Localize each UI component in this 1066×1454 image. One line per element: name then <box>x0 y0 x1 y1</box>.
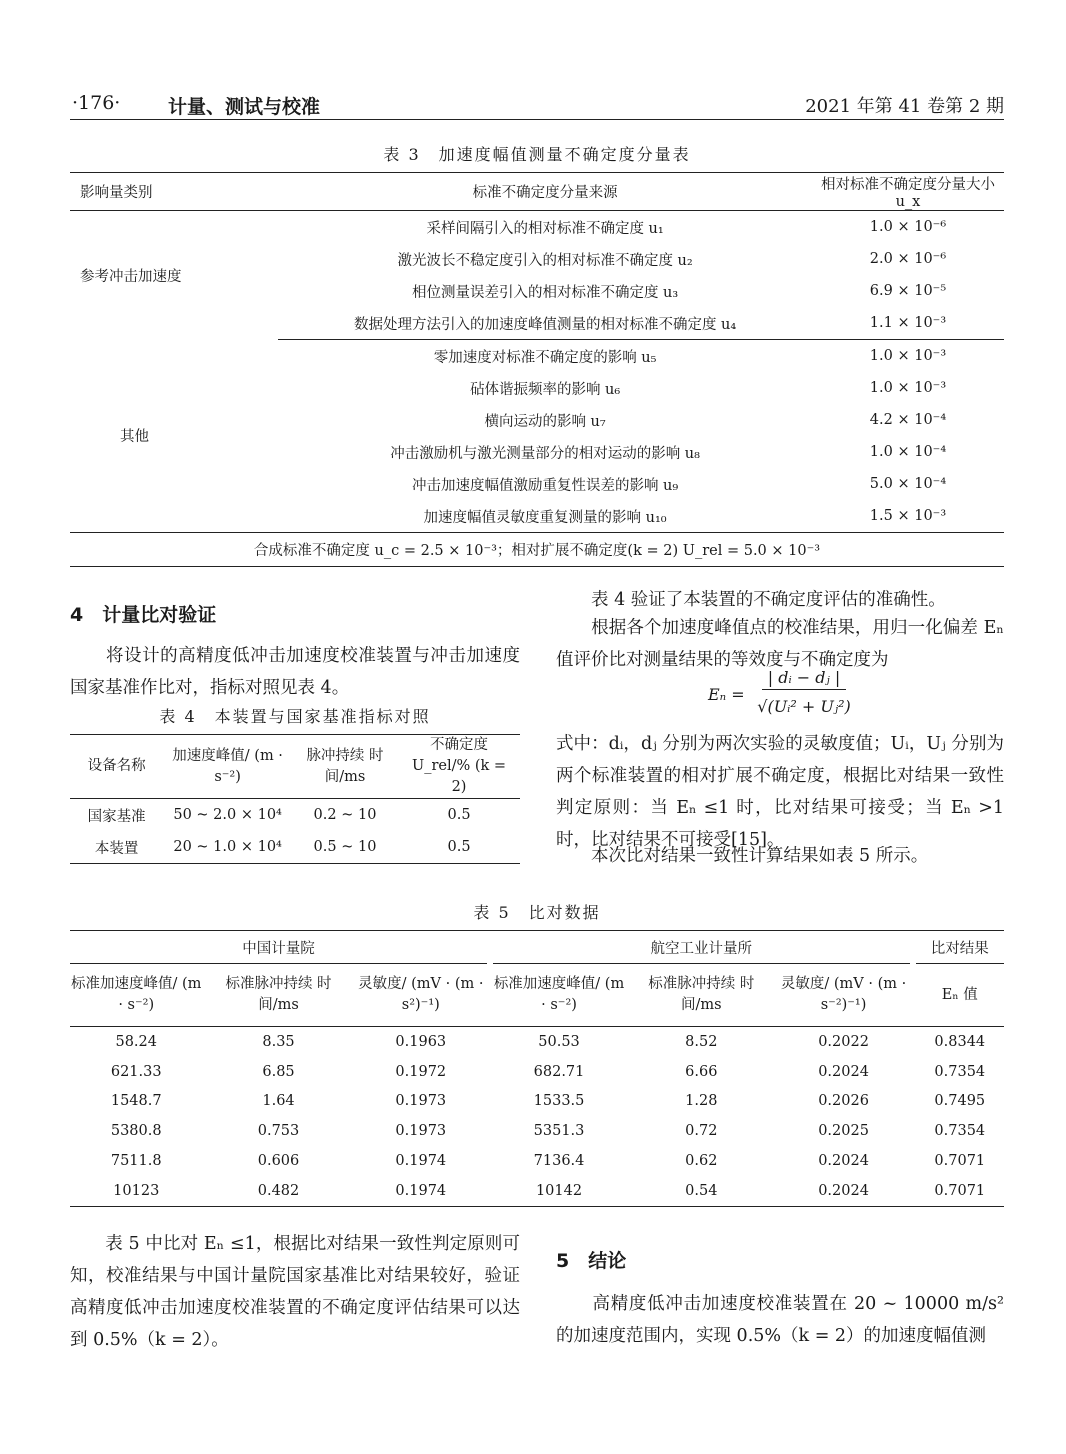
table3-source: 冲击激励机与激光测量部分的相对运动的影响 u₈ <box>390 445 700 462</box>
table3-value: 2.0 × 10⁻⁶ <box>869 251 947 267</box>
table5-cell: 0.2024 <box>777 1176 909 1206</box>
table5-cell: 0.8344 <box>934 1033 986 1050</box>
table5-cell: 682.71 <box>533 1063 585 1080</box>
table5-cell: 5351.3 <box>533 1123 585 1140</box>
table-row <box>70 1057 1004 1087</box>
table3-source: 横向运动的影响 u₇ <box>484 413 606 430</box>
table3-source: 零加速度对标准不确定度的影响 u₅ <box>433 349 657 366</box>
table5-cell: 0.482 <box>202 1176 354 1206</box>
table4-cell: 50 ~ 2.0 × 10⁴ <box>173 807 282 823</box>
table3-source: 数据处理方法引入的加速度峰值测量的相对标准不确定度 u₄ <box>278 307 812 340</box>
table5-header: Eₙ 值 <box>916 964 1004 1027</box>
table3-category: 参考冲击加速度 <box>80 268 182 285</box>
section-5-paragraph: 高精度低冲击加速度校准装置在 20 ~ 10000 m/s² 的加速度范围内，实现 0.5%（k = 2）的加速度幅值测 <box>556 1294 1004 1346</box>
table3 <box>70 172 1004 567</box>
formula-lhs: Eₙ = <box>708 685 745 704</box>
table5-cell: 0.7354 <box>934 1123 986 1140</box>
table3-value: 6.9 × 10⁻⁵ <box>869 283 947 299</box>
table5-cell: 0.7495 <box>934 1093 986 1110</box>
table-row <box>70 1027 1004 1057</box>
table4-cell: 0.5 <box>398 831 520 864</box>
table5-cell: 0.606 <box>257 1153 300 1170</box>
table5-cell: 0.1963 <box>395 1033 447 1050</box>
table5-cell: 0.2024 <box>818 1153 869 1170</box>
table-row <box>70 533 1004 567</box>
table3-header-row <box>70 173 1004 211</box>
table5-cell: 0.54 <box>625 1176 777 1206</box>
table-row <box>70 1176 1004 1206</box>
table5-group-header: 比对结果 <box>916 931 1004 964</box>
header-rule <box>70 119 1004 120</box>
table-row <box>70 1116 1004 1146</box>
table3-source: 激光波长不稳定度引入的相对标准不确定度 u₂ <box>397 252 693 269</box>
table5-cell: 0.7071 <box>934 1153 986 1170</box>
table5-cell: 0.7354 <box>934 1063 986 1080</box>
table3-value: 1.0 × 10⁻³ <box>869 380 947 396</box>
table4-caption: 表 4 本装置与国家基准指标对照 <box>159 707 431 726</box>
table5-header: 灵敏度/ (mV · (m · s⁻²)⁻¹) <box>777 964 909 1027</box>
table5-cell: 7136.4 <box>533 1153 585 1170</box>
table3-value: 1.0 × 10⁻⁴ <box>869 444 947 460</box>
table5-cell: 0.1973 <box>395 1093 447 1110</box>
table5-cell: 7511.8 <box>110 1153 162 1170</box>
table-row <box>70 1087 1004 1117</box>
table3-value: 1.0 × 10⁻³ <box>869 348 947 364</box>
table4-header: 不确定度 U_rel/% (k = 2) <box>398 735 520 799</box>
table5-group-header: 中国计量院 <box>70 931 487 964</box>
section-4-paragraph: 将设计的高精度低冲击加速度校准装置与冲击加速度国家基准作比对，指标对照见表 4。 <box>70 646 520 698</box>
formula-denominator: √(Uᵢ² + Uⱼ²) <box>757 697 851 716</box>
table5-cell: 0.2022 <box>818 1033 869 1050</box>
table5-cell: 0.2026 <box>818 1093 869 1110</box>
table3-value: 1.1 × 10⁻³ <box>812 307 1004 340</box>
issue-info: 2021 年第 41 卷第 2 期 <box>805 96 1004 117</box>
table3-value: 1.5 × 10⁻³ <box>812 500 1004 533</box>
table5-cell: 6.66 <box>685 1063 718 1080</box>
section-5-title: 5 结论 <box>556 1250 627 1272</box>
table5-header: 标准脉冲持续 时间/ms <box>202 964 354 1027</box>
table3-category: 其他 <box>70 340 278 533</box>
table3-caption: 表 3 加速度幅值测量不确定度分量表 <box>383 145 691 164</box>
table5-header-row <box>70 964 1004 1027</box>
table4-cell: 0.5 <box>447 807 471 823</box>
table4-header-row <box>70 735 520 799</box>
right-paragraph-1: 表 4 验证了本装置的不确定度评估的准确性。 <box>556 590 946 610</box>
table5-cell: 1.28 <box>685 1093 718 1110</box>
table3-footer: 合成标准不确定度 u_c = 2.5 × 10⁻³；相对扩展不确定度(k = 2) U_rel = 5.0 × 10⁻³ <box>70 533 1004 567</box>
table5-cell: 0.1974 <box>395 1153 447 1170</box>
table4 <box>70 734 520 864</box>
table3-source: 采样间隔引入的相对标准不确定度 u₁ <box>426 220 664 237</box>
bottom-left-paragraph: 表 5 中比对 Eₙ ≤1，根据比对结果一致性判定原则可知，校准结果与中国计量院国家基准比对结果较好，验证高精度低冲击加速度校准装置的不确定度评估结果可以达到 0.5%（k = 2）。 <box>70 1234 520 1350</box>
table5-cell: 621.33 <box>110 1063 162 1080</box>
table5-cell: 0.62 <box>685 1153 718 1170</box>
table5-cell: 10123 <box>70 1176 202 1206</box>
table4-header: 加速度峰值/ (m · s⁻²) <box>163 735 292 799</box>
table-row <box>70 1146 1004 1176</box>
table5-cell: 0.2024 <box>818 1063 869 1080</box>
table5-header: 标准加速度峰值/ (m · s⁻²) <box>70 964 202 1027</box>
table3-value: 1.0 × 10⁻⁶ <box>869 219 947 235</box>
table-row <box>70 799 520 832</box>
right-paragraph-4: 本次比对结果一致性计算结果如表 5 所示。 <box>556 846 929 866</box>
table5-header: 标准脉冲持续 时间/ms <box>625 964 777 1027</box>
table5-cell: 0.753 <box>257 1123 300 1140</box>
table5-cell: 5380.8 <box>110 1123 162 1140</box>
table3-source: 相位测量误差引入的相对标准不确定度 u₃ <box>411 284 679 301</box>
table5-cell: 1548.7 <box>110 1093 162 1110</box>
table4-cell: 本装置 <box>70 831 163 864</box>
table5-group-row <box>70 931 1004 964</box>
right-paragraph-3: 式中：dᵢ，dⱼ 分别为两次实验的灵敏度值；Uᵢ，Uⱼ 分别为两个标准装置的相对扩展不确定度，根据比对结果一致性判定原则：当 Eₙ ≤1 时，比对结果可接受；当 Eₙ >1 时，比对结果不可接受[15]。 <box>556 734 1004 850</box>
section-4-title: 4 计量比对验证 <box>70 604 217 626</box>
table4-cell: 国家基准 <box>87 808 146 825</box>
table5-cell: 1.64 <box>262 1093 295 1110</box>
table3-source: 砧体谐振频率的影响 u₆ <box>469 381 621 398</box>
table-row <box>70 340 1004 373</box>
table-row <box>70 211 1004 244</box>
table5-cell: 0.1974 <box>355 1176 487 1206</box>
table5-header: 标准加速度峰值/ (m · s⁻²) <box>493 964 625 1027</box>
table4-header: 脉冲持续 时间/ms <box>292 735 398 799</box>
formula-numerator: | dᵢ − dⱼ | <box>762 668 846 690</box>
table5-cell: 0.72 <box>685 1123 718 1140</box>
page-number: ·176· <box>72 92 121 114</box>
table3-source: 加速度幅值灵敏度重复测量的影响 u₁₀ <box>278 500 812 533</box>
table5 <box>70 930 1004 1207</box>
table5-header: 灵敏度/ (mV · (m · s²)⁻¹) <box>355 964 487 1027</box>
table5-group-header: 航空工业计量所 <box>493 931 910 964</box>
table5-cell: 50.53 <box>538 1033 580 1050</box>
table3-value: 5.0 × 10⁻⁴ <box>869 476 947 492</box>
table5-cell: 0.1972 <box>395 1063 447 1080</box>
table-row <box>70 831 520 864</box>
table5-cell: 0.7071 <box>916 1176 1004 1206</box>
table5-cell: 58.24 <box>115 1033 157 1050</box>
table5-caption: 表 5 比对数据 <box>473 903 601 922</box>
table5-cell: 0.1973 <box>395 1123 447 1140</box>
table5-cell: 1533.5 <box>533 1093 585 1110</box>
table3-source: 冲击加速度幅值激励重复性误差的影响 u₉ <box>411 477 679 494</box>
journal-title: 计量、测试与校准 <box>168 96 321 118</box>
table3-header: 影响量类别 <box>70 173 278 211</box>
table5-cell: 10142 <box>493 1176 625 1206</box>
table4-cell: 20 ~ 1.0 × 10⁴ <box>163 831 292 864</box>
table4-cell: 0.5 ~ 10 <box>292 831 398 864</box>
table5-cell: 8.52 <box>685 1033 718 1050</box>
table5-cell: 6.85 <box>262 1063 295 1080</box>
table5-cell: 0.2025 <box>818 1123 869 1140</box>
table5-cell: 8.35 <box>262 1033 295 1050</box>
right-paragraph-2: 根据各个加速度峰值点的校准结果，用归一化偏差 Eₙ 值评价比对测量结果的等效度与不确定度为 <box>556 618 1004 670</box>
table4-header: 设备名称 <box>70 735 163 799</box>
table3-header: 标准不确定度分量来源 <box>278 173 812 211</box>
table3-header: 相对标准不确定度分量大小 u_x <box>812 173 1004 211</box>
table4-cell: 0.2 ~ 10 <box>313 807 377 823</box>
table3-value: 4.2 × 10⁻⁴ <box>869 412 947 428</box>
